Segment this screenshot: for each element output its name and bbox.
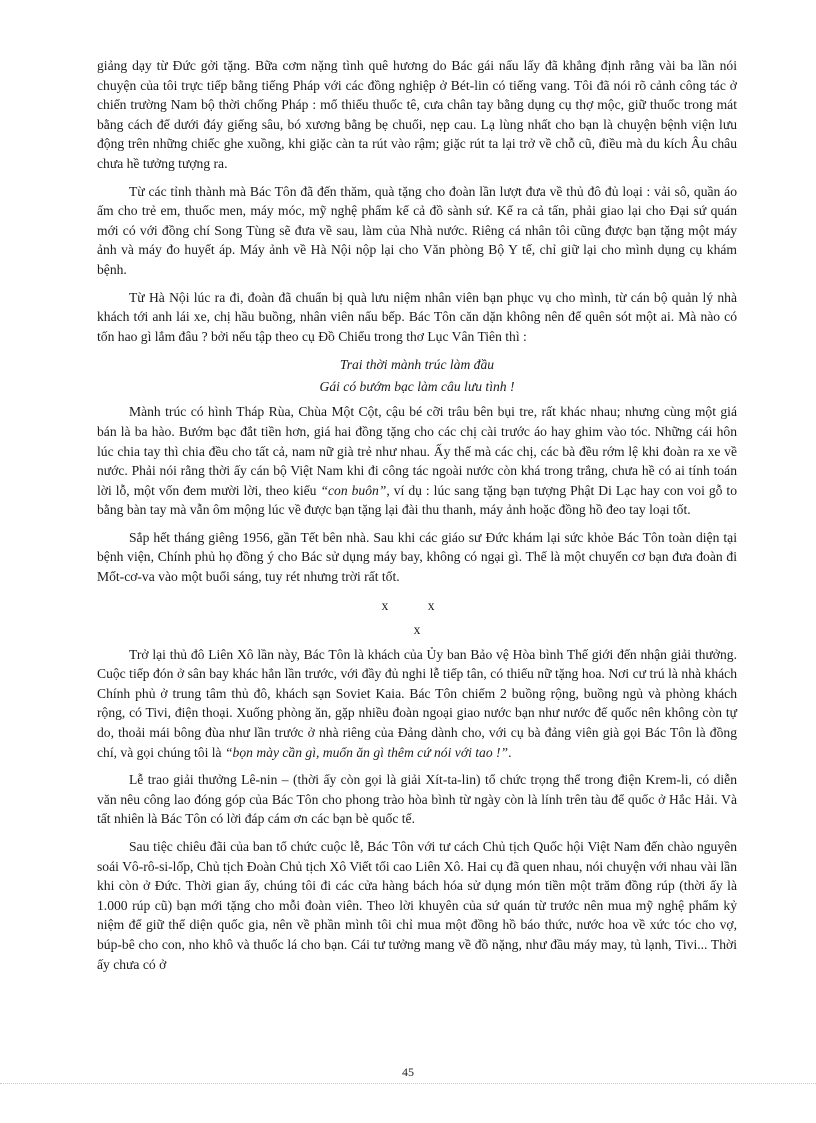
paragraph-4-text-a: Mành trúc có hình Tháp Rùa, Chùa Một Cột, cậu bé cỡi trâu bên bụi tre, rất khác nhau; nhưng cùng một giá bán là ba hào. Bướm bạc đắt tiền hơn, giá hai đồng tặng cho các chị cài trước áo hay ghim vào tóc. Những cái hôn lúc chia tay thì chia đều cho tất cả, nam nữ già trẻ như nhau. Ấy thế mà các chị, các bà đều rớm lệ khi đoàn ra xe về nước. Phải nói rằng thời ấy cán bộ Việt Nam khi đi công tác ngoài nước còn khá trong trắng, chưa hề có ai tính toán lời lỗ, một vốn đem mười lời, theo kiểu [97,404,737,498]
paragraph-6-text-b: . [508,744,512,760]
page-number: 45 [402,1065,414,1079]
section-separator-top: x x [381,597,453,613]
footer-divider [0,1083,816,1084]
paragraph-8: Sau tiệc chiêu đãi của ban tổ chức cuộc lễ, Bác Tôn với tư cách Chủ tịch Quốc hội Việt Nam đến chào nguyên soái Vô-rô-si-lốp, Chủ tịch Đoàn Chủ tịch Xô Viết tối cao Liên Xô. Hai cụ đã quen nhau, nói chuyện với nhau vài lần khi còn ở Đức. Thời gian ấy, chúng tôi đi các cửa hàng bách hóa sử dụng món tiền một trăm đồng rúp (thời ấy là 1.000 rúp cũ) bạn mới tặng cho mỗi đoàn viên. Theo lời khuyên của sứ quán từ trước nên mua mỹ nghệ phẩm kỷ niệm để giữ thể diện quốc gia, nên về phần mình tôi chỉ mua một đồng hồ báo thức, nước hoa về xức tóc cho vợ, búp-bê cho con, nho khô và thuốc lá cho bạn. Cái tư tưởng mang về đồ nặng, như đầu máy may, tủ lạnh, Tivi... Thời ấy chưa có ở [97,839,737,972]
paragraph-4-text-b: , ví dụ : lúc sang tặng bạn tượng Phật Di Lạc hay con voi gỗ to bằng bàn tay mà vẫn ôm mộng lúc về được bạn tặng lại đài thu thanh, máy ảnh hoặc đồng hồ đeo tay loại tốt. [97,482,737,518]
verse-block [97,354,737,398]
paragraph-3: Từ Hà Nội lúc ra đi, đoàn đã chuẩn bị quà lưu niệm nhân viên bạn phục vụ cho mình, từ cán bộ quản lý nhà khách tới anh lái xe, chị hầu buồng, nhân viên nấu bếp. Bác Tôn căn dặn không nên để quên sót một ai. Mà nào có tốn hao gì lắm đâu ? bởi nếu tập theo cụ Đồ Chiểu trong thơ Lục Vân Tiên thì : [97,289,737,344]
section-separator-bottom: x [413,621,421,637]
paragraph-4 [97,402,737,520]
verse-line-2: Gái có bướm bạc làm câu lưu tình ! [319,379,515,395]
paragraph-6-text-a: Trở lại thủ đô Liên Xô lần này, Bác Tôn là khách của Ủy ban Bảo vệ Hòa bình Thế giới đến nhận giải thưởng. Cuộc tiếp đón ở sân bay khác hẳn lần trước, với đầy đủ nghi lễ tiếp tân, có thiếu nữ tặng hoa. Nơi cư trú là nhà khách Chính phủ ở trung tâm thủ đô, khách sạn Soviet Kaia. Bác Tôn chiếm 2 buồng rộng, buồng ngủ và phòng khách rộng, có Tivi, điện thoại. Xuống phòng ăn, gặp nhiều đoàn ngoại giao nước bạn như nước đế quốc nên không còn tự do, thoải mái bông đùa như lần trước ở nhà riêng của Đảng dành cho, với cụ bà đảng viên già gọi Bác Tôn là đồng chí, và gọi chúng tôi là [97,646,737,760]
paragraph-2: Từ các tỉnh thành mà Bác Tôn đã đến thăm, quà tặng cho đoàn lần lượt đưa về thủ đô đủ loại : vải sô, quần áo ấm cho trẻ em, thuốc men, máy móc, mỹ nghệ phẩm kể cả đồ sành sứ. Kể ra cả tấn, phải giao lại cho Đại sứ quán mới có với đồng chí Song Tùng sẽ đưa về sau, làm của Nhà nước. Riêng cá nhân tôi cũng được bạn tặng một máy ảnh và máy đo huyết áp. Máy ảnh về Hà Nội nộp lại cho Văn phòng Bộ Y tế, chỉ giữ lại cho mình dụng cụ khám bệnh. [97,183,737,277]
paragraph-1: giảng dạy từ Đức gởi tặng. Bữa cơm nặng tình quê hương do Bác gái nấu lấy đã khẳng định rằng vài ba lần nói chuyện của tôi trực tiếp bằng tiếng Pháp với các đồng nghiệp ở Bét-lin có tiếng vang. Tôi đã nói rõ cảnh công tác ở chiến trường Nam bộ thời chống Pháp : mổ thiếu thuốc tê, cưa chân tay bằng dụng cụ thợ mộc, giữ thuốc trong mát bằng cách để dưới đáy giếng sâu, bó xương bằng bẹ chuối, nẹp cau. Lạ lùng nhất cho bạn là chuyện bệnh viện lưu động trên những chiếc ghe xuồng, khi giặc càn ta rút vào rậm; giặc rút ta lại trở về chỗ cũ, điều mà du kích Âu châu chưa hề tưởng tượng ra. [97,58,737,171]
paragraph-7: Lễ trao giải thưởng Lê-nin – (thời ấy còn gọi là giải Xít-ta-lin) tổ chức trọng thể trong điện Krem-li, có diễn văn nêu công lao đóng góp của Bác Tôn cho phong trào hòa bình từ ngày còn là lính trên tàu để quốc ở Hắc Hải. Và tất nhiên là Bác Tôn có lời đáp cám ơn các bạn bè quốc tế. [97,772,737,827]
paragraph-5: Sắp hết tháng giêng 1956, gần Tết bên nhà. Sau khi các giáo sư Đức khám lại sức khỏe Bác Tôn toàn diện tại bệnh viện, Chính phủ họ đồng ý cho Bác sử dụng máy bay, không có ngại gì. Thế là một chuyến cơ bạn đưa đoàn đi Mốt-cơ-va vào một buổi sáng, tuy rét nhưng trời rất tốt. [97,529,737,585]
paragraph-4-quote: “con buôn” [320,482,387,498]
verse-line-1: Trai thời mành trúc làm đầu [339,357,495,373]
paragraph-6 [97,645,737,763]
page-body [97,56,737,982]
paragraph-6-quote: “bọn mày cần gì, muốn ăn gì thêm cứ nói với tao !” [224,744,509,760]
